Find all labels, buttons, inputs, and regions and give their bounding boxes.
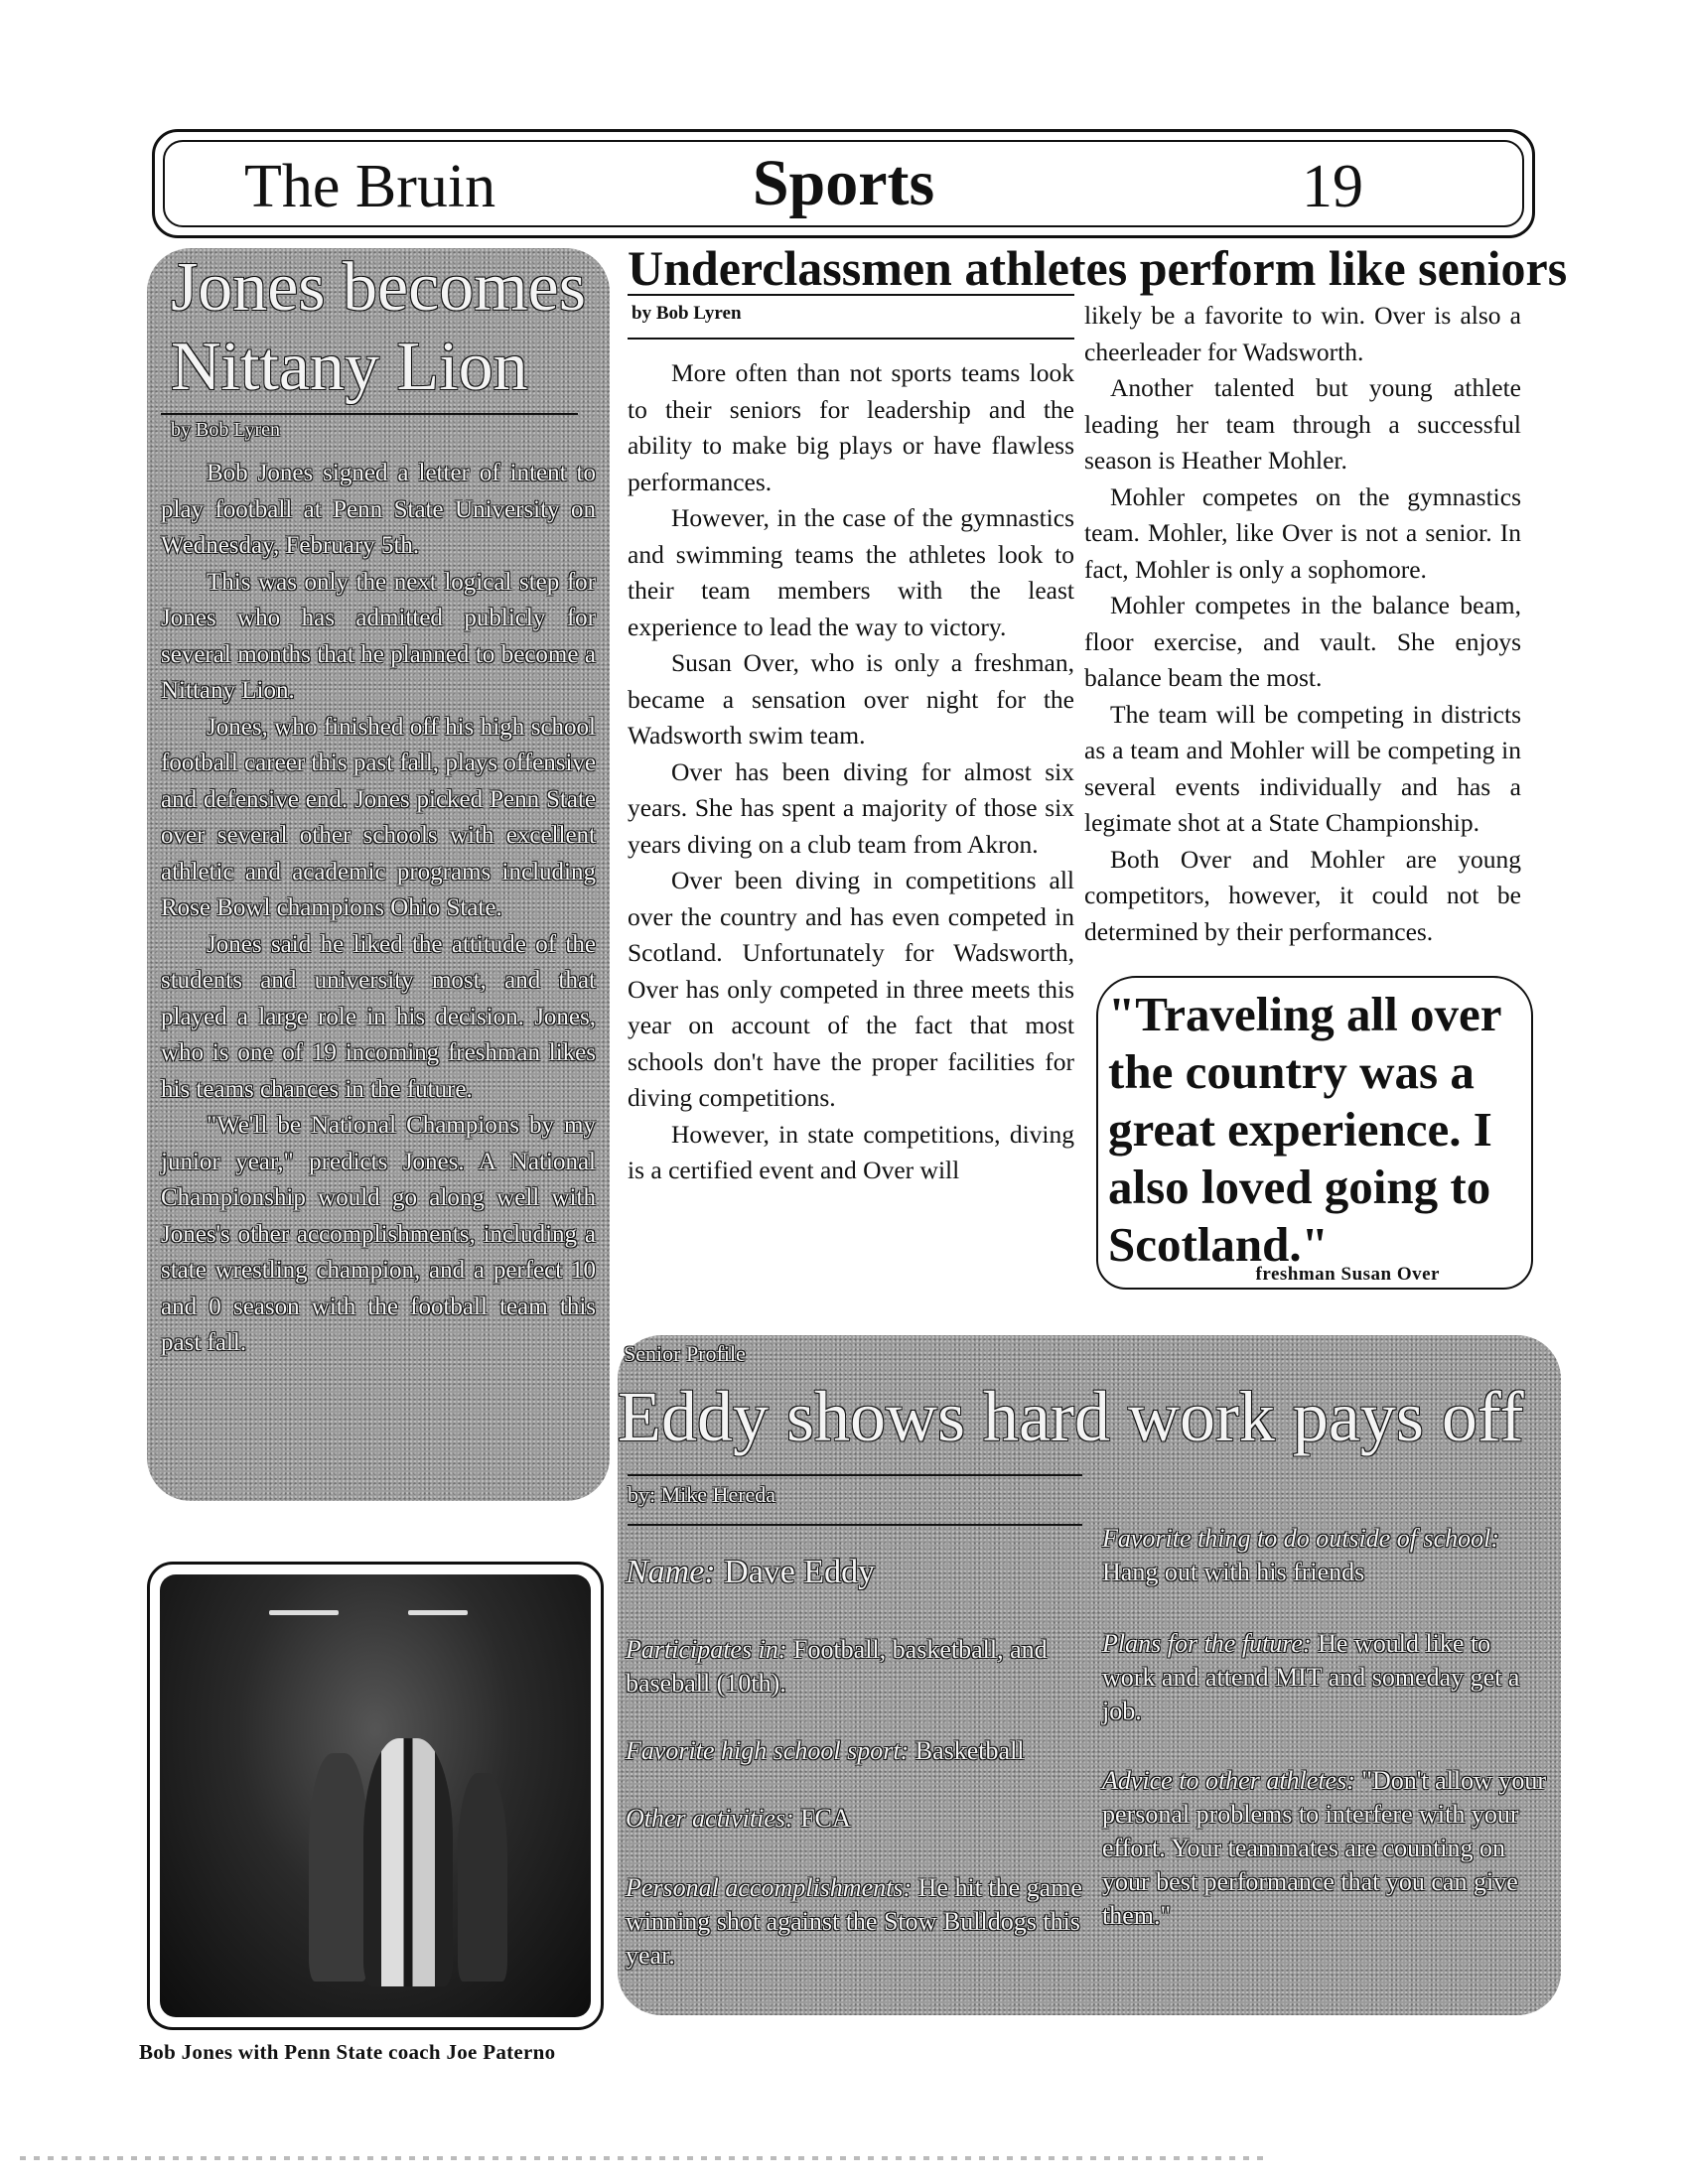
field-label: Name: <box>626 1554 716 1590</box>
underclassmen-column-1 <box>628 355 1074 1189</box>
byline-rule-bottom <box>628 1524 1082 1526</box>
section-title: Sports <box>752 147 935 219</box>
article-paragraph: Over has been diving for almost six years. She has spent a majority of those six years diving on a club team from Akron. <box>628 756 1074 859</box>
article-paragraph: However, in state competitions, diving is a certified event and Over will <box>628 1119 1074 1184</box>
paper-name: The Bruin <box>244 153 496 220</box>
field-label: Other activities: <box>626 1804 794 1833</box>
senior-profile <box>618 1335 1561 2015</box>
article-paragraph: Susan Over, who is only a freshman, became a sensation over night for the Wadsworth swim team. <box>628 648 1074 750</box>
person-figure <box>309 1753 368 1981</box>
article-paragraph: likely be a favorite to win. Over is also a cheerleader for Wadsworth. <box>1084 301 1521 366</box>
profile-accomplishments <box>626 1871 1092 1973</box>
senior-profile-kicker: Senior Profile <box>624 1341 746 1366</box>
article-paragraph: Over been diving in competitions all over the country and has even competed in Scotland. Unfortunately for Wadsworth, Over has only competed in three meets this year on account of the fact that most schools don't have the proper facilities for diving competitions. <box>628 866 1074 1112</box>
article-paragraph: However, in the case of the gymnastics and swimming teams the athletes look to their team members with the least experience to lead the way to victory. <box>628 503 1074 641</box>
field-label: Favorite high school sport: <box>626 1736 910 1765</box>
field-value: "Don't allow your personal problems to interfere with your effort. Your teammates are counting on your best performance that you can give them." <box>1102 1766 1547 1930</box>
profile-plans <box>1102 1627 1549 1728</box>
jones-paterno-photo <box>160 1574 591 2017</box>
person-figure <box>363 1738 453 1986</box>
article-paragraph: Another talented but young athlete leading her team through a successful season is Heather Mohler. <box>1084 373 1521 475</box>
field-value: Hang out with his friends <box>1102 1558 1365 1586</box>
field-value: He would like to work and attend MIT and someday get a job. <box>1102 1629 1520 1725</box>
person-figure <box>458 1773 507 1981</box>
article-paragraph: Both Over and Mohler are young competitors, however, it could not be determined by their performances. <box>1084 844 1521 946</box>
page-number: 19 <box>1302 153 1363 220</box>
pull-quote-text: "Traveling all over the country was a great experience. I also loved going to Scotland." <box>1108 987 1501 1272</box>
jones-headline: Jones becomes Nittany Lion <box>171 249 586 405</box>
jones-paragraph: "We'll be National Champions by my junior year," predicts Jones. A National Championship would go along well with Jones's other accomplishments, including a state wrestling champion, and a perfect 10 and 0 season with the football team this past fall. <box>161 1112 596 1356</box>
jones-paragraph: Jones, who finished off his high school football career this past fall, plays offensive and defensive end. Jones picked Penn State over several other schools with excellent athletic and academic programs including Rose Bowl champions Ohio State. <box>161 713 596 921</box>
underclassmen-column-2 <box>1084 298 1521 950</box>
underclassmen-headline: Underclassmen athletes perform like seniors <box>628 240 1568 296</box>
ceiling-light <box>269 1610 339 1615</box>
byline-rule-bottom <box>628 338 1074 340</box>
profile-other-activities <box>626 1802 1082 1836</box>
scan-artifact-marks <box>20 2156 1271 2160</box>
profile-advice <box>1102 1764 1549 1933</box>
photo-frame <box>147 1562 604 2030</box>
byline-rule-top <box>628 1474 1082 1476</box>
profile-favorite-sport <box>626 1734 1082 1768</box>
field-label: Personal accomplishments: <box>626 1873 913 1902</box>
field-value: Basketball <box>914 1736 1025 1765</box>
jones-headline-rule <box>161 413 578 415</box>
field-value: Dave Eddy <box>724 1554 876 1590</box>
pull-quote <box>1096 976 1533 1290</box>
jones-byline: by Bob Lyren <box>171 419 280 441</box>
field-label: Plans for the future: <box>1102 1629 1312 1658</box>
field-value: FCA <box>800 1804 851 1833</box>
senior-profile-byline: by: Mike Hereda <box>628 1482 776 1507</box>
profile-name <box>626 1556 1082 1589</box>
ceiling-light <box>408 1610 468 1615</box>
profile-favorite-thing <box>1102 1522 1549 1589</box>
byline-rule-top <box>628 294 1074 296</box>
jones-paragraph: Jones said he liked the attitude of the students and university most, and that played a large role in his decision. Jones, who is one of 19 incoming freshman likes his teams chances in the future. <box>161 930 596 1103</box>
senior-profile-headline: Eddy shows hard work pays off <box>618 1377 1524 1456</box>
article-paragraph: The team will be competing in districts as a team and Mohler will be competing in several events individually and has a legimate shot at a State Championship. <box>1084 699 1521 837</box>
masthead <box>152 129 1535 238</box>
photo-caption: Bob Jones with Penn State coach Joe Paterno <box>139 2040 556 2064</box>
article-paragraph: Mohler competes on the gymnastics team. Mohler, like Over is not a senior. In fact, Mohler is only a sophomore. <box>1084 481 1521 584</box>
profile-participates <box>626 1633 1082 1701</box>
article-paragraph: More often than not sports teams look to their seniors for leadership and the ability to make big plays or have flawless performances. <box>628 358 1074 496</box>
field-label: Advice to other athletes: <box>1102 1766 1355 1795</box>
field-value: He hit the game winning shot against the Stow Bulldogs this year. <box>626 1873 1082 1970</box>
field-label: Participates in: <box>626 1635 787 1664</box>
jones-paragraph: This was only the next logical step for Jones who has admitted publicly for several months that he planned to become a Nittany Lion. <box>161 568 596 704</box>
field-value: Football, basketball, and baseball (10th). <box>626 1635 1048 1698</box>
underclassmen-byline: by Bob Lyren <box>632 303 742 324</box>
masthead-inner-border <box>163 140 1524 227</box>
jones-article <box>147 248 610 1501</box>
field-label: Favorite thing to do outside of school: <box>1102 1524 1500 1553</box>
jones-paragraph: Bob Jones signed a letter of intent to play football at Penn State University on Wednesday, February 5th. <box>161 460 596 559</box>
pull-quote-attribution: freshman Susan Over <box>1255 1264 1440 1285</box>
article-paragraph: Mohler competes in the balance beam, floor exercise, and vault. She enjoys balance beam the most. <box>1084 591 1521 692</box>
